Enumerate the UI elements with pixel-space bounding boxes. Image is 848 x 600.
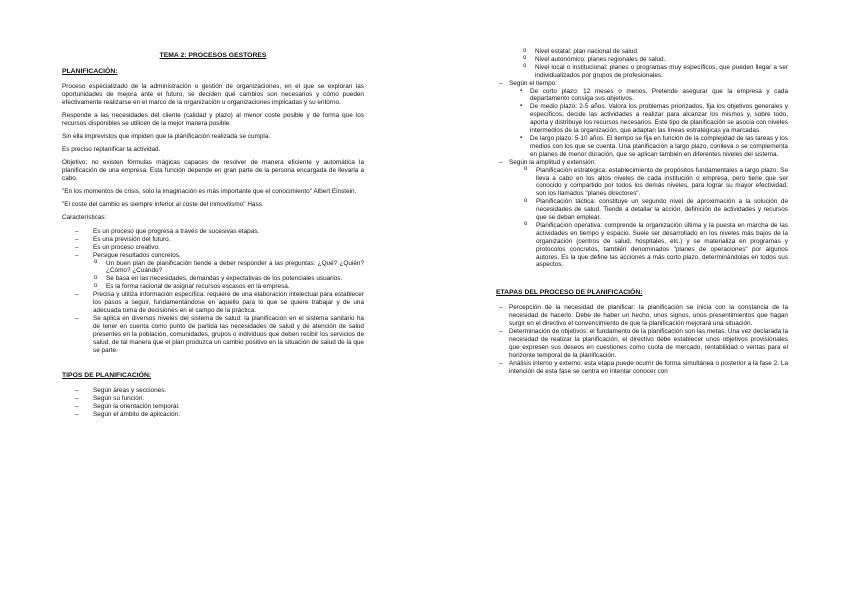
sublist-item: o Planificación táctica: constituye un segundo nivel de aproximación a la solución de necesidades de salud. Tiende a detallar la acción, definición de actividades y recursos que se deban emplear. xyxy=(514,198,788,222)
list-item-text: Según el tiempo: xyxy=(509,79,557,87)
left-column xyxy=(62,0,364,419)
caracteristicas-list xyxy=(62,228,364,355)
tiempo-sublist xyxy=(496,88,788,159)
paragraph-replanificar: Es preciso replanificar la actividad. xyxy=(62,145,161,153)
paragraph-imprevistos: Sin ella imprevistos que impiden que la planificación realizada se cumpla. xyxy=(62,132,271,140)
resultados-sublist xyxy=(84,260,364,292)
document-title: TEMA 2: PROCESOS GESTORES xyxy=(159,52,267,59)
sublist-item: ▪ De medio plazo: 2-5 años. Valora los problemas priorizados, fija los objetivos generales y específicos, decide las actividades a realizar para alcanzar los mismos y, sobre todo, aporta y distribuye los recursos necesarios. Este tipo de planificación se asocia con niveles intermedios de la organización, que adaptan las líneas estratégicas ya marcadas. xyxy=(496,103,788,135)
quote-einstein: "En los momentos de crisis, solo la imaginación es más importante que el conocimiento" Albert Einstein. xyxy=(62,187,357,195)
heading-planificacion: PLANIFICACIÓN: xyxy=(62,67,118,75)
sublist-item: o Planificación operativa: comprende la organización última y la puesta en marcha de las actividades en tiempo y espacio. Suele ser desarrollado en los niveles más bajos de la organización (centros de salud, hospitales, etc.) y se materializa en programas y protocolos concretos, también denominados "planes de operaciones" por algunos autores. Es la que define las acciones a más corto plazo, determinándolas en todos sus aspectos. xyxy=(514,222,788,269)
sublist-item: o Nivel autonómico: planes regionales de salud. xyxy=(513,56,788,64)
tipos-continued-list xyxy=(496,80,788,270)
sublist-item: o Nivel estatal: plan nacional de salud. xyxy=(513,48,788,56)
list-item: – Según el ámbito de aplicación: xyxy=(62,411,364,419)
list-item: – Según la orientación temporal. xyxy=(62,403,364,411)
sublist-item: o Un buen plan de planificación tiende a deber responder a las preguntas: ¿Qué? ¿Quién? ¿Cómo? ¿Cuándo? xyxy=(84,260,364,276)
list-item: – Es una previsión del futuro. xyxy=(62,236,364,244)
paragraph-objetivo: Objetivo: no existen fórmulas mágicas capaces de resolver de manera eficiente y automática la planificación de una empresa. Esta función depende en gran parte de la persona encargada de llevarla a cabo. xyxy=(62,158,364,182)
list-item-text: Persigue resultados concretos. xyxy=(93,251,181,259)
caracteristicas-label: Características: xyxy=(62,214,107,221)
sublist-item: o Se basa en las necesidades, demandas y expectativas de los potenciales usuarios. xyxy=(84,275,364,283)
sublist-item: o Nivel local o institucional: planes o programas muy específicos, que pueden llegar a ser individualizados por grupos de profesionales. xyxy=(513,64,788,80)
list-item: – Análisis interno y externo: esta etapa puede ocurrir de forma simultánea o posterior a la fase 2. La intención de esta fase se centra en intentar conocer con xyxy=(496,360,788,376)
list-item xyxy=(496,80,788,159)
quote-hass: "El coste del cambio es siempre inferior al coste del inmovilismo" Hass. xyxy=(62,200,264,208)
sublist-item: ▪ De largo plazo: 5-10 años. El tiempo se fija en función de la complejidad de las tareas y los medios con los que se cuenta. Una planificación a largo plazo, conlleva o se complementa en planes de menor duración, que se aplican también en diferentes niveles del sistema. xyxy=(496,135,788,159)
tipos-list xyxy=(62,387,364,419)
ambito-sublist xyxy=(513,48,788,80)
list-item: – Según áreas y secciones. xyxy=(62,387,364,395)
list-item: – Es un proceso que progresa a través de sucesivas etapas. xyxy=(62,228,364,236)
paragraph-necesidades: Responde a las necesidades del cliente (calidad y plazo) al menor coste posible y de forma que los recursos disponibles se utilicen de la mejor manera posible. xyxy=(62,111,364,127)
heading-tipos: TIPOS DE PLANIFICACIÓN: xyxy=(62,372,152,380)
list-item xyxy=(496,159,788,270)
list-item: – Percepción de la necesidad de planificar: la planificación se inicia con la constancia de la necesidad de hacerlo. Debe de haber un hecho, unos signos, unos presentimientos que hagan surgir en el directivo el convencimiento de que la planificación mejorará una situación. xyxy=(496,304,788,328)
sublist-item: ▪ De corto plazo: 12 meses o menos. Pretende asegurar que la empresa y cada departamento consiga sus objetivos. xyxy=(496,88,788,104)
list-item: – Precisa y utiliza información específica: requiere de una elaboración intelectual para establecer los pasos a seguir, fundamentándose en aquello para lo que se quiere trabajar y de una adecuada toma de decisiones en el campo de la práctica. xyxy=(62,291,364,315)
amplitud-sublist xyxy=(514,167,788,270)
paragraph-definicion: Proceso especializado de la administración o gestión de organizaciones, en el que se exploran las oportunidades de mejora ante el futuro, se deciden qué cambios son necesarios y cómo pueden efectivamente realizarse en el marco de la organización u organizaciones implicadas y su entorno. xyxy=(62,82,364,106)
list-item: – Es un proceso creativo. xyxy=(62,244,364,252)
sublist-item: o Es la forma racional de asignar recursos escasos en la empresa. xyxy=(84,283,364,291)
list-item xyxy=(62,252,364,292)
list-item: – Se aplica en diversos niveles del sistema de salud: la planificación en el sistema sanitario ha de tener en cuenta como punto de partida las necesidades de salud y de atención de salud presentes en la población, comunidades, grupos o individuos que deben recibir los servicios de salud, de tal manera que el plan produzca un cambio positivo en la situación de salud de la que se parte. xyxy=(62,315,364,355)
sublist-item: o Planificación estratégica: establecimiento de propósitos fundamentales a largo plazo. Se lleva a cabo en los altos niveles de cada institución o empresa, pero tiene que ser conocido y compartido por todos los demás niveles, para lograr su mayor efectividad; son los llamados "planes directores". xyxy=(514,167,788,199)
list-item-text: Según la amplitud y extensión: xyxy=(509,158,597,166)
list-item: – Según su función. xyxy=(62,395,364,403)
list-item: – Determinación de objetivos: el fundamento de la planificación son las metas. Una vez declarada la necesidad de realizar la planificación, el directivo debe establecer unos objetivos provisionales que expresen sus deseos en cuestiones como cuota de mercado, rentabilidad o ventas para el horizonte temporal de la planificación. xyxy=(496,328,788,360)
right-column xyxy=(496,0,788,375)
heading-etapas: ETAPAS DEL PROCESO DE PLANIFICACIÓN: xyxy=(496,289,643,297)
etapas-list xyxy=(496,304,788,375)
